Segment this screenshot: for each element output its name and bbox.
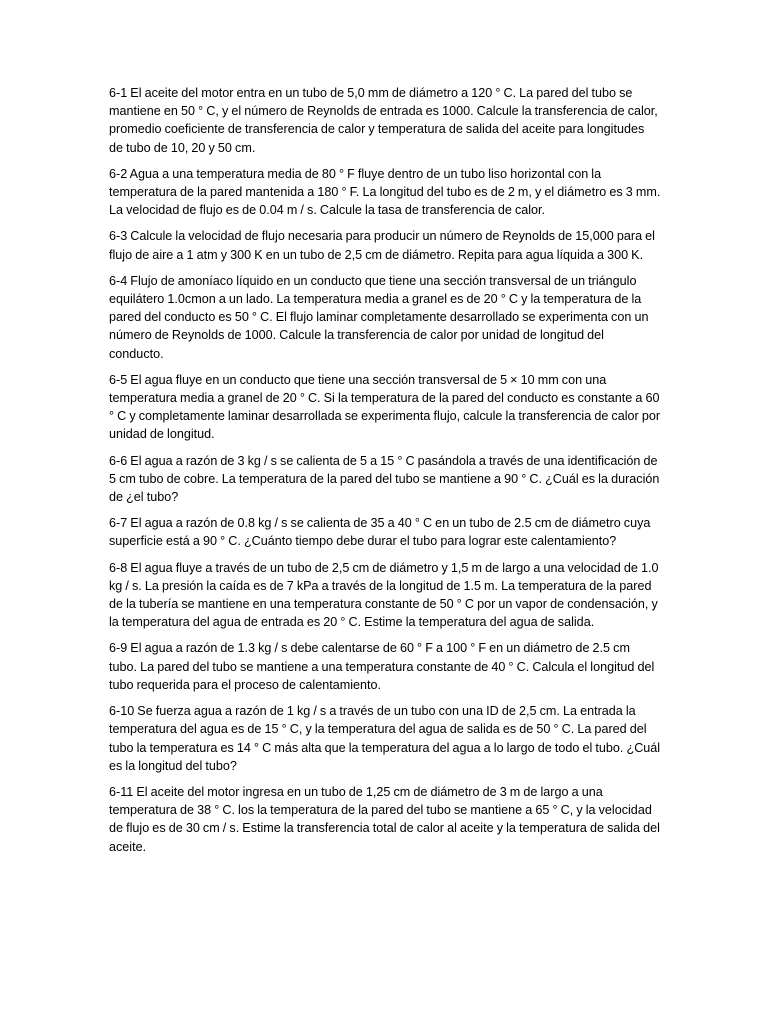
problem-6-1: 6-1 El aceite del motor entra en un tubo de 5,0 mm de diámetro a 120 ° C. La pared del tubo se mantiene en 50 ° C, y el número de Reynolds de entrada es 1000. Calcule la transferencia de calor, promedio coeficiente de transferencia de calor y temperatura de salida del aceite para longitudes de tubo de 10, 20 y 50 cm. (109, 86, 658, 155)
problem-6-5: 6-5 El agua fluye en un conducto que tiene una sección transversal de 5 × 10 mm con una temperatura media a granel de 20 ° C. Si la temperatura de la pared del conducto es constante a 60 ° C y completamente laminar desarrollada se experimenta flujo, calcule la transferencia de calor por unidad de longitud. (109, 372, 661, 442)
problem-6-8: 6-8 El agua fluye a través de un tubo de 2,5 cm de diámetro y 1,5 m de largo a una velocidad de 1.0 kg / s. La presión la caída es de 7 kPa a través de la longitud de 1.5 m. La temperatura de la pared de la tubería se mantiene en una temperatura constante de 50 ° C por un vapor de condensación, y la temperatura del agua de entrada es 20 ° C. Estime la temperatura del agua de salida. (109, 560, 659, 630)
problem-6-4: 6-4 Flujo de amoníaco líquido en un conducto que tiene una sección transversal de un triángulo equilátero 1.0cmon a un lado. La temperatura media a granel es de 20 ° C y la temperatura de la pared del conducto es 50 ° C. El flujo laminar completamente desarrollado se experimenta con un número de Reynolds de 1000. Calcule la transferencia de calor por unidad de longitud del conducto. (109, 273, 649, 361)
problem-6-2: 6-2 Agua a una temperatura media de 80 ° F fluye dentro de un tubo liso horizontal con la temperatura de la pared mantenida a 180 ° F. La longitud del tubo es de 2 m, y el diámetro es 3 mm. La velocidad de flujo es de 0.04 m / s. Calcule la tasa de transferencia de calor. (109, 166, 661, 218)
document-page (109, 84, 661, 864)
problem-6-7: 6-7 El agua a razón de 0.8 kg / s se calienta de 35 a 40 ° C en un tubo de 2.5 cm de diámetro cuya superficie está a 90 ° C. ¿Cuánto tiempo debe durar el tubo para lograr este calentamiento? (109, 516, 651, 549)
problem-6-9: 6-9 El agua a razón de 1.3 kg / s debe calentarse de 60 ° F a 100 ° F en un diámetro de 2.5 cm tubo. La pared del tubo se mantiene a una temperatura constante de 40 ° C. Calcula el longitud del tubo requerida para el proceso de calentamiento. (109, 641, 655, 692)
problem-6-10: 6-10 Se fuerza agua a razón de 1 kg / s a través de un tubo con una ID de 2,5 cm. La entrada la temperatura del agua es de 15 ° C, y la temperatura del agua de salida es de 50 ° C. La pared del tubo la temperatura es 14 ° C más alta que la temperatura del agua a lo largo de todo el tubo. ¿Cuál es la longitud del tubo? (109, 704, 661, 773)
problem-6-6: 6-6 El agua a razón de 3 kg / s se calienta de 5 a 15 ° C pasándola a través de una identificación de 5 cm tubo de cobre. La temperatura de la pared del tubo se mantiene a 90 ° C. ¿Cuál es la duración de ¿el tubo? (109, 453, 660, 505)
problem-6-11: 6-11 El aceite del motor ingresa en un tubo de 1,25 cm de diámetro de 3 m de largo a una temperatura de 38 ° C. los la temperatura de la pared del tubo se mantiene a 65 ° C, y la velocidad de flujo es de 30 cm / s. Estime la transferencia total de calor al aceite y la temperatura de salida del aceite. (109, 784, 660, 854)
problem-6-3: 6-3 Calcule la velocidad de flujo necesaria para producir un número de Reynolds de 15,000 para el flujo de aire a 1 atm y 300 K en un tubo de 2,5 cm de diámetro. Repita para agua líquida a 300 K. (109, 229, 655, 262)
